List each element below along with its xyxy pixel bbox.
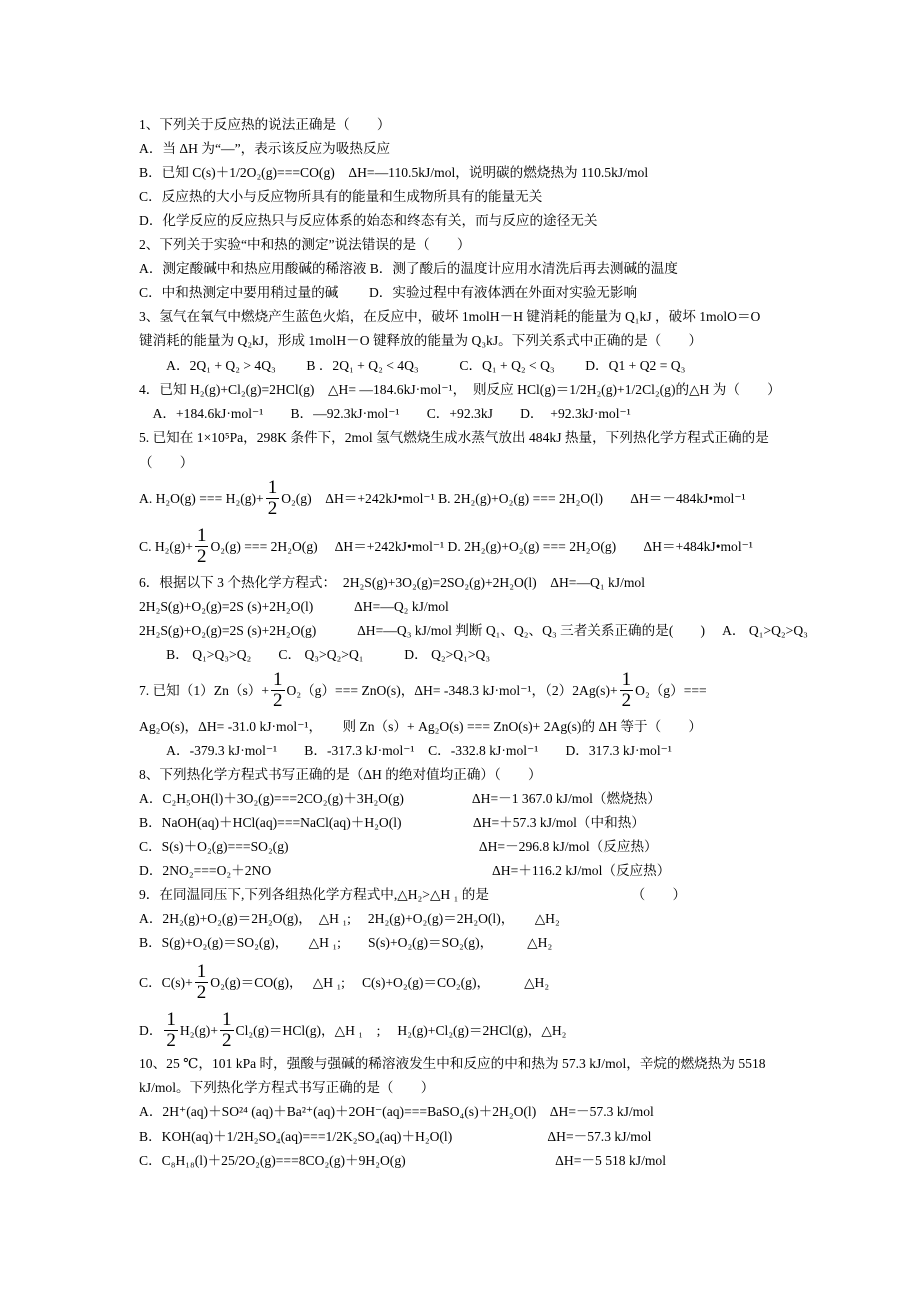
q9-option-b: B．S(g)+O₂(g)＝SO₂(g)， △H ₁; S(s)+O₂(g)＝SO₂(g)， △H₂ [139,935,553,950]
fraction-denominator: 2 [621,690,632,711]
q6-line2: 2H₂S(g)+O₂(g)=2S (s)+2H₂O(l) ΔH=—Q₂ kJ/mol [139,599,449,614]
q10-stem-line2: kJ/mol。下列热化学方程式书写正确的是（ ） [139,1080,435,1095]
q10-option-a: A．2H⁺(aq)＋SO²⁴ (aq)＋Ba²⁺(aq)＋2OH⁻(aq)===BaSO₄(s)＋2H₂O(l) ΔH=－57.3 kJ/mol [139,1104,654,1119]
q7-part3: O₂（g）=== [635,682,707,698]
q1-option-a: A．当 ΔH 为“—”，表示该反应为吸热反应 [139,141,391,156]
q8-stem: 8、下列热化学方程式书写正确的是（ΔH 的绝对值均正确）（ ） [139,767,542,782]
q10-stem-line1: 10、25 ℃，101 kPa 时，强酸与强碱的稀溶液发生中和反应的中和热为 57.3 kJ/mol，辛烷的燃烧热为 5518 [139,1056,766,1071]
q10-option-b: B．KOH(aq)＋1/2H₂SO₄(aq)===1/2K₂SO₄(aq)＋H₂O(l) ΔH=－57.3 kJ/mol [139,1129,652,1144]
q1-option-c: C．反应热的大小与反应物所具有的能量和生成物所具有的能量无关 [139,189,543,204]
fraction-denominator: 2 [196,546,207,567]
q9-d-pre: D． [139,1022,163,1038]
q5-c-pre: C. H₂(g)+ [139,538,193,554]
q9-option-c [139,962,549,1003]
fraction-half [195,962,209,1003]
q8-option-b: B．NaOH(aq)＋HCl(aq)===NaCl(aq)＋H₂O(l) ΔH=＋57.3 kJ/mol（中和热） [139,815,645,830]
q6-line1: 6．根据以下 3 个热化学方程式： 2H₂S(g)+3O₂(g)=2SO₂(g)+2H₂O(l) ΔH=—Q₁ kJ/mol [139,575,646,590]
q6-line4: B． Q₁>Q₃>Q₂ C． Q₃>Q₂>Q₁ D． Q₂>Q₁>Q₃ [139,647,491,662]
fraction-numerator: 1 [267,477,278,498]
q5-a-post: O₂(g) ΔH＝+242kJ•mol⁻¹ B. 2H₂(g)+O₂(g) === 2H₂O(l) ΔH＝－484kJ•mol⁻¹ [281,490,746,506]
q4-stem: 4．已知 H₂(g)+Cl₂(g)=2HCl(g) △H= —184.6kJ·mol⁻¹， 则反应 HCl(g)＝1/2H₂(g)+1/2Cl₂(g)的△H 为（ ） [139,382,781,397]
q2-stem: 2、下列关于实验“中和热的测定”说法错误的是（ ） [139,237,471,252]
q7-options: A．-379.3 kJ·mol⁻¹ B．-317.3 kJ·mol⁻¹ C．-332.8 kJ·mol⁻¹ D．317.3 kJ·mol⁻¹ [139,743,672,758]
q3-options: A．2Q₁ + Q₂ > 4Q₃ B ．2Q₁ + Q₂ < 4Q₃ C．Q₁ + Q₂ < Q₃ D．Q1 + Q2 = Q₃ [139,358,686,373]
q9-d-mid: H₂(g)+ [179,1022,218,1038]
q7-line1 [139,670,707,711]
fraction-numerator: 1 [273,669,283,690]
fraction-numerator: 1 [196,961,207,982]
fraction-half [220,1010,234,1051]
q9-option-d [139,1010,566,1051]
q5-options-cd [139,526,753,567]
q1-option-d: D．化学反应的反应热只与反应体系的始态和终态有关，而与反应的途径无关 [139,213,598,228]
q1-option-b: B．已知 C(s)＋1/2O₂(g)===CO(g) ΔH=—110.5kJ/mol，说明碳的燃烧热为 110.5kJ/mol [139,165,649,180]
q5-a-pre: A. H₂O(g) === H₂(g)+ [139,490,264,506]
q7-part2: O₂（g）=== ZnO(s)，ΔH= -348.3 kJ·mol⁻¹，（2）2Ag(s)+ [286,682,618,698]
fraction-numerator: 1 [621,669,632,690]
q1-stem: 1、下列关于反应热的说法正确是（ ） [139,117,391,132]
q9-stem: 9．在同温同压下,下列各组热化学方程式中,△H₂>△H ₁ 的是 （ ） [139,887,687,902]
q4-options: A．+184.6kJ·mol⁻¹ B．—92.3kJ·mol⁻¹ C．+92.3kJ D． +92.3kJ·mol⁻¹ [139,406,631,421]
fraction-denominator: 2 [196,982,207,1003]
q3-stem-line2: 键消耗的能量为 Q₂kJ，形成 1molH－O 键释放的能量为 Q₃kJ。下列关系式中正确的是（ ） [139,333,703,348]
fraction-half [271,670,285,711]
q5-options-ab [139,478,746,519]
q7-part1: 7. 已知（1）Zn（s）+ [139,682,270,698]
q9-d-post: Cl₂(g)＝HCl(g)，△H ₁ ; H₂(g)+Cl₂(g)＝2HCl(g)，△H₂ [235,1022,567,1038]
q5-c-post: O₂(g) === 2H₂O(g) ΔH＝+242kJ•mol⁻¹ D. 2H₂(g)+O₂(g) === 2H₂O(g) ΔH＝+484kJ•mol⁻¹ [210,538,753,554]
fraction-denominator: 2 [222,1030,232,1051]
fraction-numerator: 1 [196,525,207,546]
q2-options-cd: C．中和热测定中要用稍过量的碱 D．实验过程中有液体洒在外面对实验无影响 [139,285,638,300]
fraction-numerator: 1 [222,1009,232,1030]
fraction-denominator: 2 [267,498,278,519]
fraction-half [195,526,209,567]
fraction-half [164,1010,178,1051]
fraction-denominator: 2 [166,1030,176,1051]
q5-stem: 5. 已知在 1×10⁵Pa，298K 条件下，2mol 氢气燃烧生成水蒸气放出 484kJ 热量，下列热化学方程式正确的是 [139,430,769,445]
q9-c-post: O₂(g)＝CO(g)， △H ₁; C(s)+O₂(g)＝CO₂(g)， △H₂ [210,974,550,990]
q8-option-a: A．C₂H₅OH(l)＋3O₂(g)===2CO₂(g)＋3H₂O(g) ΔH=－1 367.0 kJ/mol（燃烧热） [139,791,661,806]
q5-paren: （ ） [139,455,194,470]
q7-line2: Ag₂O(s)，ΔH= -31.0 kJ·mol⁻¹， 则 Zn（s）+ Ag₂O(s) === ZnO(s)+ 2Ag(s)的 ΔH 等于（ ） [139,719,702,734]
q8-option-c: C．S(s)＋O₂(g)===SO₂(g) ΔH=－296.8 kJ/mol（反应热） [139,839,658,854]
q8-option-d: D．2NO₂===O₂＋2NO ΔH=＋116.2 kJ/mol（反应热） [139,863,671,878]
q10-option-c: C．C₈H₁₈(l)＋25/2O₂(g)===8CO₂(g)＋9H₂O(g) ΔH=－5 518 kJ/mol [139,1153,666,1168]
fraction-half [620,670,634,711]
q9-option-a: A．2H₂(g)+O₂(g)＝2H₂O(g)， △H ₁; 2H₂(g)+O₂(g)＝2H₂O(l)， △H₂ [139,911,560,926]
q6-line3: 2H₂S(g)+O₂(g)=2S (s)+2H₂O(g) ΔH=—Q₃ kJ/mol 判断 Q₁、Q₂、Q₃ 三者关系正确的是( ) A． Q₁>Q₂>Q₃ [139,623,808,638]
q3-stem-line1: 3、氢气在氧气中燃烧产生蓝色火焰，在反应中，破坏 1molH－H 键消耗的能量为 Q₁kJ ，破坏 1molO＝O [139,309,761,324]
fraction-half [266,478,280,519]
fraction-numerator: 1 [166,1009,176,1030]
fraction-denominator: 2 [273,690,283,711]
q9-c-pre: C．C(s)+ [139,974,193,990]
q2-options-ab: A．测定酸碱中和热应用酸碱的稀溶液 B．测了酸后的温度计应用水清洗后再去测碱的温度 [139,261,678,276]
